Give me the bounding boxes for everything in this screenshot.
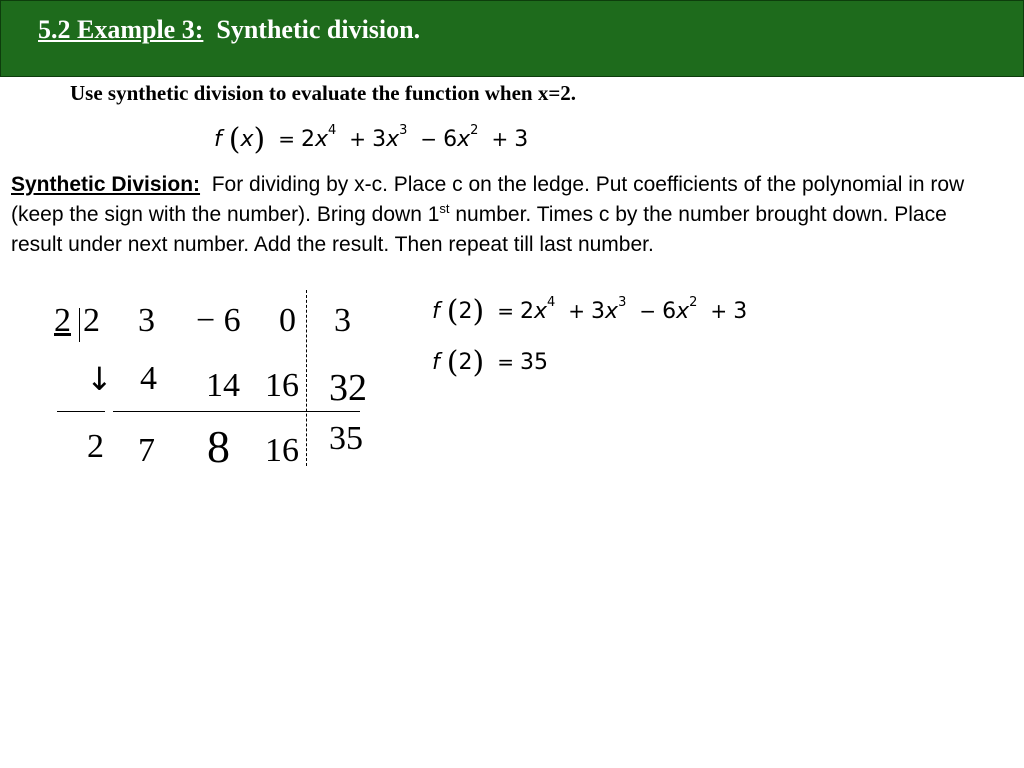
- operator: +: [491, 127, 509, 151]
- evaluation-line-1: [432, 294, 747, 329]
- result: 8: [207, 421, 230, 472]
- equals-sign: =: [278, 127, 295, 151]
- argument: 2: [458, 299, 473, 324]
- explanation-text-1: For dividing by x-c. Place c on the ledge. Put coefficients of the polynomial in row (keep the sign with the number). Bring down 1: [11, 173, 965, 226]
- coefficient: − 6: [196, 302, 241, 339]
- operator: +: [568, 299, 586, 323]
- var: x: [676, 299, 690, 324]
- example-label: 5.2 Example 3:: [38, 15, 204, 44]
- explanation-sup: st: [439, 201, 450, 216]
- title-text: Synthetic division.: [216, 15, 421, 44]
- paren-left: (: [446, 345, 459, 380]
- coef: 3: [591, 299, 606, 324]
- exponent: 3: [618, 295, 627, 310]
- ledge-line: [79, 308, 80, 342]
- left-rule: [57, 411, 105, 412]
- coef: 3: [372, 127, 387, 152]
- constant: 3: [733, 299, 748, 324]
- coef: 6: [662, 299, 677, 324]
- operator: +: [710, 299, 728, 323]
- instruction-text: Use synthetic division to evaluate the function when x=2.: [70, 81, 577, 105]
- coefficient: 3: [334, 302, 351, 339]
- product: 14: [206, 367, 240, 404]
- equals-sign: =: [497, 350, 514, 374]
- bottom-left-number: 2: [87, 428, 104, 465]
- exponent: 3: [399, 123, 408, 138]
- var: x: [533, 299, 547, 324]
- f-symbol: f: [432, 299, 440, 324]
- argument: 2: [458, 350, 473, 375]
- slide-title: [38, 15, 420, 45]
- explanation-text-2: number. Times c by the number brought down. Place result under next number. Add the result. Then repeat till last number.: [11, 203, 947, 256]
- paren-right: ): [253, 122, 266, 157]
- var: x: [605, 299, 619, 324]
- product: 16: [265, 367, 299, 404]
- var: x: [386, 127, 400, 152]
- sum-rule: [113, 411, 360, 412]
- coefficient: 3: [138, 302, 155, 339]
- paren-right: ): [472, 294, 485, 329]
- exponent: 2: [689, 295, 698, 310]
- exponent: 2: [470, 123, 479, 138]
- result: 16: [265, 432, 299, 469]
- remainder: 35: [329, 420, 363, 457]
- coefficient: 2: [83, 302, 100, 339]
- result-value: 35: [519, 350, 548, 375]
- paren-left: (: [446, 294, 459, 329]
- constant: 3: [514, 127, 529, 152]
- coef: 2: [300, 127, 315, 152]
- operator: −: [420, 127, 438, 151]
- equals-sign: =: [497, 299, 514, 323]
- product: 32: [329, 367, 367, 409]
- divisor: 2: [54, 302, 71, 339]
- paren-left: (: [228, 122, 241, 157]
- exponent: 4: [328, 123, 337, 138]
- x-variable: x: [240, 127, 254, 152]
- title-banner: [0, 0, 1024, 77]
- paren-right: ): [472, 345, 485, 380]
- dashed-divider: [306, 290, 307, 466]
- f-symbol: f: [432, 350, 440, 375]
- explanation-label: Synthetic Division:: [11, 173, 201, 196]
- var: x: [457, 127, 471, 152]
- coef: 6: [443, 127, 458, 152]
- exponent: 4: [546, 295, 556, 310]
- explanation-paragraph: [11, 170, 1001, 260]
- coefficient: 0: [279, 302, 296, 339]
- coef: 2: [519, 299, 534, 324]
- operator: −: [639, 299, 657, 323]
- var: x: [314, 127, 329, 152]
- function-equation: [214, 122, 528, 157]
- down-arrow-icon: ↓: [86, 360, 113, 398]
- product: 4: [140, 360, 157, 397]
- operator: +: [349, 127, 367, 151]
- f-symbol: f: [214, 127, 222, 152]
- evaluation-line-2: [432, 345, 548, 380]
- result: 7: [138, 432, 155, 469]
